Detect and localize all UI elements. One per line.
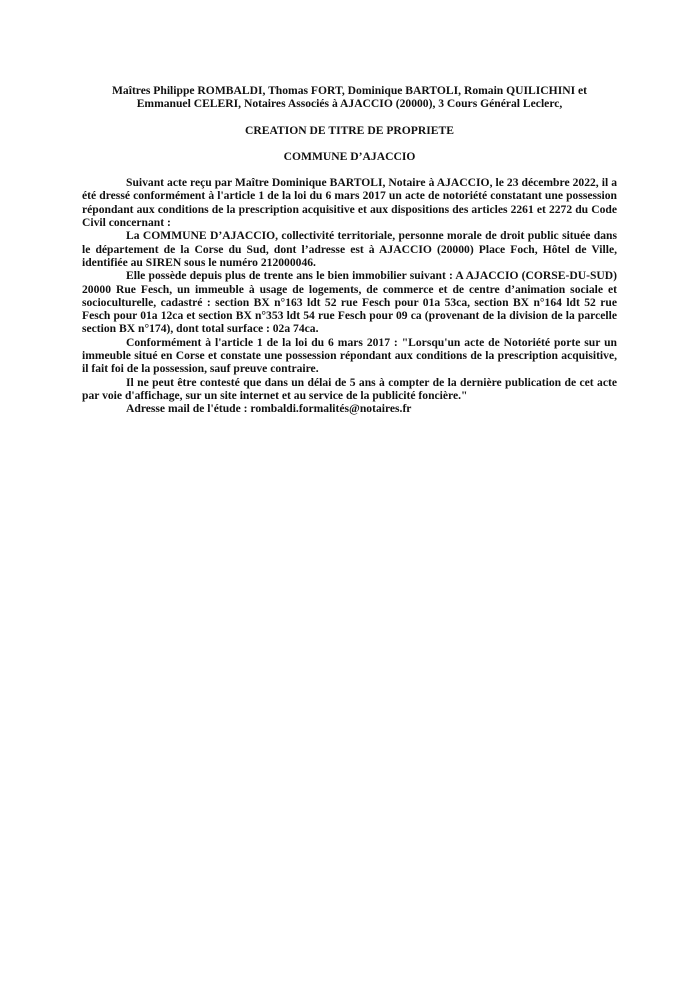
header-line-1: Maîtres Philippe ROMBALDI, Thomas FORT, Dominique BARTOLI, Romain QUILICHINI et bbox=[111, 84, 587, 97]
notary-header bbox=[82, 84, 617, 111]
paragraph-contest-delay: Il ne peut être contesté que dans un délai de 5 ans à compter de la dernière publication de cet acte par voie d'affichage, sur un site internet et au service de la publicité foncière." bbox=[82, 375, 617, 402]
paragraph-commune-identity: La COMMUNE D’AJACCIO, collectivité territoriale, personne morale de droit public située dans le département de la Corse du Sud, dont l’adresse est à AJACCIO (20000) Place Foch, Hôtel de Ville, identifiée au SIREN sous le numéro 212000046. bbox=[82, 229, 617, 269]
document-body bbox=[82, 176, 617, 415]
paragraph-law-article: Conformément à l'article 1 de la loi du 6 mars 2017 : "Lorsqu'un acte de Notoriété porte sur un immeuble situé en Corse et constate une possession répondant aux conditions de la prescription acquisitive, il fait foi de la possession, sauf preuve contraire. bbox=[82, 335, 617, 376]
header-line-2: Emmanuel CELERI, Notaires Associés à AJACCIO (20000), 3 Cours Général Leclerc, bbox=[136, 97, 563, 111]
paragraph-property-description: Elle possède depuis plus de trente ans le bien immobilier suivant : A AJACCIO (CORSE-DU-SUD) 20000 Rue Fesch, un immeuble à usage de logements, de commerce et de centre d’animation sociale et socioculturelle, cadastré : section BX n°163 ldt 52 rue Fesch pour 01a 53ca, section BX n°164 ldt 52 rue Fesch pour 01a 12ca et section BX n°353 ldt 54 rue Fesch pour 09 ca (provenant de la division de la parcelle section BX n°174), dont total surface : 02a 74ca. bbox=[82, 269, 617, 336]
document-subtitle: COMMUNE D’AJACCIO bbox=[283, 149, 416, 163]
paragraph-contact-email: Adresse mail de l'étude : rombaldi.formalités@notaires.fr bbox=[126, 402, 412, 416]
document-title: CREATION DE TITRE DE PROPRIETE bbox=[245, 123, 454, 137]
document-page bbox=[82, 84, 617, 416]
paragraph-act-received: Suivant acte reçu par Maître Dominique BARTOLI, Notaire à AJACCIO, le 23 décembre 2022, il a été dressé conformément à l'article 1 de la loi du 6 mars 2017 un acte de notoriété constatant une possession répondant aux conditions de la prescription acquisitive et aux dispositions des articles 2261 et 2272 du Code Civil concernant : bbox=[82, 176, 617, 230]
